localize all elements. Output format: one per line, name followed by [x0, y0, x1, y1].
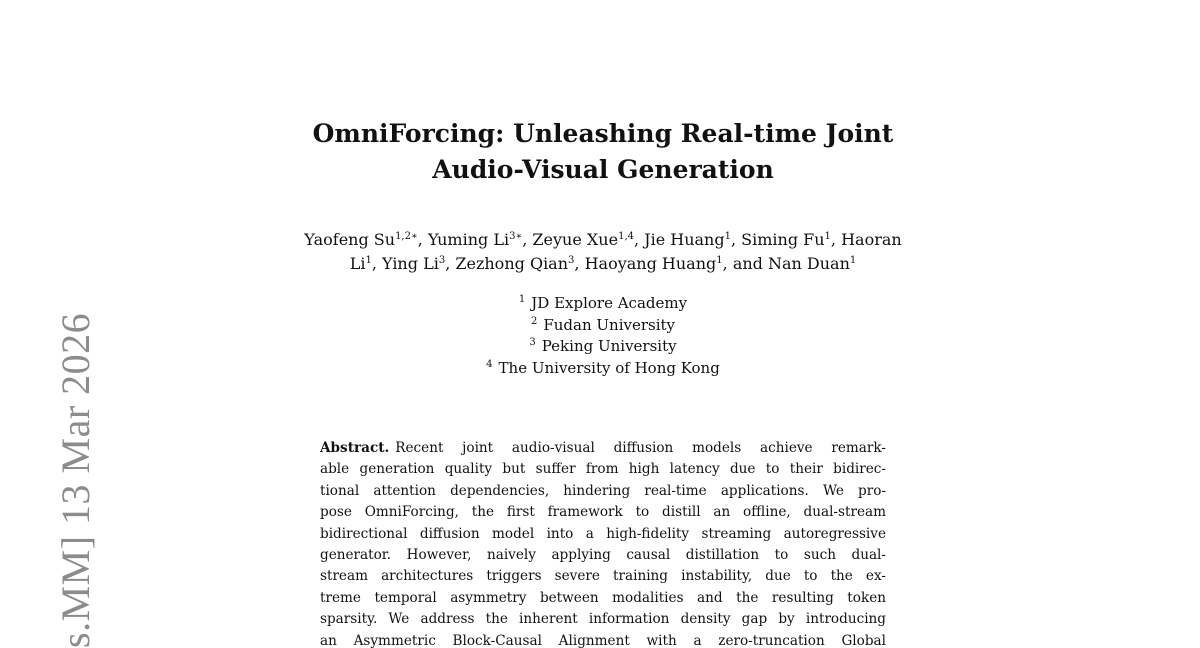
author-separator: ,: [522, 230, 533, 249]
abstract-text: Recent joint audio-visual diffusion models achieve remark-: [395, 440, 886, 456]
abstract-line: sparsity. We address the inherent information density gap by introducing: [320, 611, 886, 628]
author-affil-mark: 3: [438, 255, 446, 266]
affiliation-name: The University of Hong Kong: [498, 358, 720, 377]
affiliation-name: Fudan University: [543, 315, 676, 334]
author-affil-mark: 3: [568, 255, 575, 266]
affiliation-number: 2: [530, 315, 538, 327]
author-affil-mark: 1: [824, 231, 831, 242]
arxiv-side-stamp: s.MM] 13 Mar 2026: [53, 312, 98, 648]
affiliation-item: [0, 315, 1200, 337]
affiliation-number: 4: [486, 358, 493, 370]
author-name: Siming Fu: [741, 230, 825, 249]
affiliation-number: 1: [518, 294, 526, 305]
author-separator: ,: [730, 230, 742, 249]
author-name: Zezhong Qian: [455, 254, 569, 273]
affiliation-name: JD Explore Academy: [531, 294, 688, 312]
author-separator: ,: [574, 254, 585, 273]
abstract: [320, 438, 886, 648]
abstract-line: [320, 438, 886, 459]
author-name: Jie Huang: [644, 230, 725, 249]
author-name: Ying Li: [382, 254, 439, 273]
author-list: [0, 228, 1200, 276]
author-affil-mark: 1: [716, 255, 723, 266]
author-affil-mark: 1: [849, 255, 857, 266]
author-name: Nan Duan: [767, 254, 850, 273]
author-separator: ,: [417, 230, 428, 249]
affiliation-list: [0, 293, 1200, 379]
author-affil-mark: 1,2∗: [395, 231, 418, 242]
affiliation-name: Peking University: [541, 337, 677, 355]
author-affil-mark: 1: [724, 231, 731, 242]
author-name: Li: [349, 254, 366, 273]
author-line-1: [0, 228, 1200, 252]
abstract-line: pose OmniForcing, the first framework to distill an offline, dual-stream: [320, 504, 886, 521]
abstract-line: treme temporal asymmetry between modalities and the resulting token: [320, 589, 886, 606]
author-name: Zeyue Xue: [532, 230, 619, 249]
title-line-1: OmniForcing: Unleashing Real-time Joint: [312, 119, 894, 148]
paper-title: [0, 116, 1200, 188]
author-affil-mark: 1: [365, 255, 372, 266]
author-separator: ,: [445, 254, 456, 273]
author-separator: , and: [722, 254, 768, 273]
abstract-line: an Asymmetric Block-Causal Alignment with a zero-truncation Global: [320, 632, 886, 648]
abstract-label: Abstract.: [320, 440, 390, 456]
title-line-2: Audio-Visual Generation: [432, 155, 774, 184]
affiliation-item: [0, 358, 1200, 380]
abstract-line: stream architectures triggers severe training instability, due to the ex-: [320, 568, 886, 585]
abstract-line: able generation quality but suffer from high latency due to their bidirec-: [320, 461, 886, 478]
affiliation-item: [0, 336, 1200, 358]
author-name: Yaofeng Su: [304, 230, 396, 249]
author-name: Haoyang Huang: [584, 254, 717, 273]
author-separator: ,: [633, 230, 645, 249]
author-name: Yuming Li: [427, 230, 510, 249]
abstract-line: generator. However, naively applying causal distillation to such dual-: [320, 547, 886, 564]
author-affil-mark: 3∗: [509, 231, 523, 242]
author-name: Haoran: [841, 230, 902, 249]
author-line-2: [0, 252, 1200, 276]
author-separator: ,: [371, 254, 383, 273]
abstract-line: bidirectional diffusion model into a high-fidelity streaming autoregressive: [320, 525, 886, 542]
affiliation-number: 3: [529, 337, 536, 348]
abstract-line: tional attention dependencies, hindering real-time applications. We pro-: [320, 482, 886, 499]
affiliation-item: [0, 293, 1200, 315]
author-separator: ,: [830, 230, 842, 249]
author-affil-mark: 1,4: [618, 231, 634, 242]
